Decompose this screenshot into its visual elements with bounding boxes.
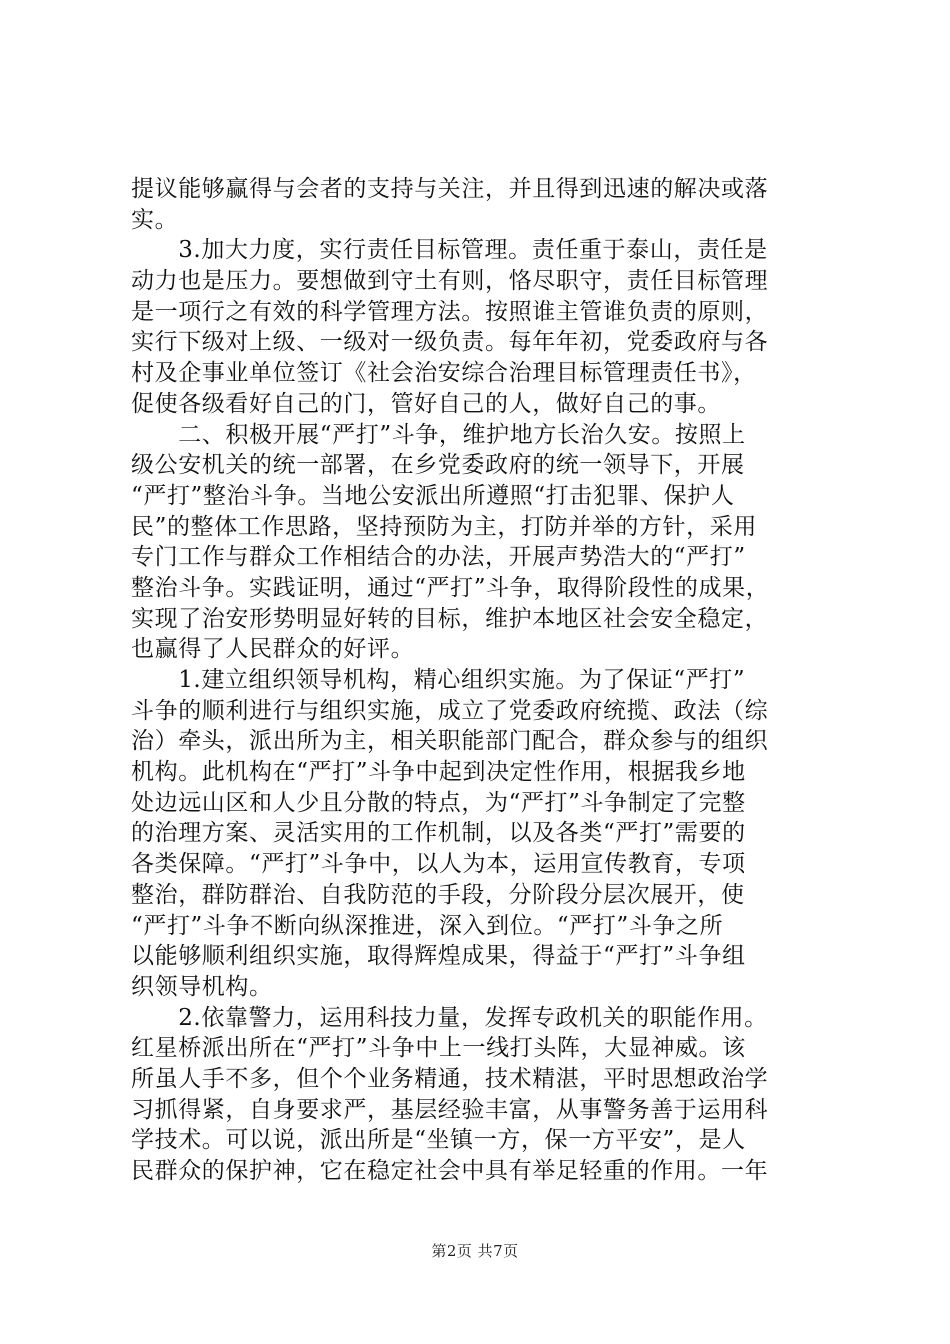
text-line: 斗争的顺利进行与组织实施，成立了党委政府统揽、政法（综 (131, 697, 769, 724)
text-line: 民群众的保护神，它在稳定社会中具有举足轻重的作用。一年 (131, 1158, 769, 1184)
text-line: 习抓得紧，自身要求严，基层经验丰富，从事警务善于运用科 (131, 1096, 769, 1123)
text-line: 动力也是压力。要想做到守土有则，恪尽职守，责任目标管理 (131, 268, 769, 295)
text-line: 红星桥派出所在“严打”斗争中上一线打头阵，大显神威。该 (131, 1035, 746, 1062)
text-line: 村及企事业单位签订《社会治安综合治理目标管理责任书》， (131, 360, 757, 387)
text-line: 以能够顺利组织实施，取得辉煌成果，得益于“严打”斗争组 (131, 943, 746, 970)
text-line: 民”的整体工作思路，坚持预防为主，打防并举的方针，采用 (131, 513, 757, 540)
text-line: 治）牵头，派出所为主，相关职能部门配合，群众参与的组织 (131, 728, 769, 755)
text-line: 实行下级对上级、一级对一级负责。每年年初，党委政府与各 (131, 329, 769, 356)
text-line: 各类保障。“严打”斗争中，以人为本，运用宣传教育，专项 (131, 851, 746, 878)
text-line: 也赢得了人民群众的好评。 (131, 636, 415, 663)
text-line: 整治，群防群治、自我防范的手段，分阶段分层次展开，使 (131, 881, 745, 908)
text-line: 二、积极开展“严打”斗争，维护地方长治久安。按照上 (131, 421, 746, 448)
text-line: 提议能够赢得与会者的支持与关注，并且得到迅速的解决或落 (131, 176, 769, 202)
text-line: 是一项行之有效的科学管理方法。按照谁主管谁负责的原则， (131, 298, 769, 325)
text-line: 织领导机构。 (131, 973, 273, 1000)
text-line: 3.加大力度，实行责任目标管理。责任重于泰山，责任是 (131, 237, 768, 264)
text-line: 级公安机关的统一部署，在乡党委政府的统一领导下，开展 (131, 452, 745, 479)
text-line: 处边远山区和人少且分散的特点，为“严打”斗争制定了完整 (131, 789, 746, 816)
document-body (131, 174, 831, 1187)
text-line: 机构。此机构在“严打”斗争中起到决定性作用，根据我乡地 (131, 759, 746, 786)
text-line: 的治理方案、灵活实用的工作机制，以及各类“严打”需要的 (131, 820, 746, 847)
text-line: 学技术。可以说，派出所是“坐镇一方，保一方平安”，是人 (131, 1127, 746, 1154)
text-line: “严打”斗争不断向纵深推进，深入到位。“严打”斗争之所 (131, 912, 724, 939)
text-line: 2.依靠警力，运用科技力量，发挥专政机关的职能作用。 (131, 1004, 768, 1031)
text-line: 1.建立组织领导机构，精心组织实施。为了保证“严打” (131, 667, 746, 693)
text-line: 促使各级看好自己的门，管好自己的人，做好自己的事。 (131, 390, 721, 417)
text-line: 所虽人手不多，但个个业务精通，技术精湛，平时思想政治学 (131, 1065, 769, 1092)
page-footer: 第2页 共7页 (431, 1242, 519, 1260)
text-line: 实。 (131, 206, 179, 233)
text-line: 实现了治安形势明显好转的目标，维护本地区社会安全稳定， (131, 605, 769, 632)
text-line: 整治斗争。实践证明，通过“严打”斗争，取得阶段性的成果， (131, 574, 770, 601)
text-line: 专门工作与群众工作相结合的办法，开展声势浩大的“严打” (131, 544, 746, 571)
text-line: “严打”整治斗争。当地公安派出所遵照“打击犯罪、保护人 (131, 482, 735, 509)
